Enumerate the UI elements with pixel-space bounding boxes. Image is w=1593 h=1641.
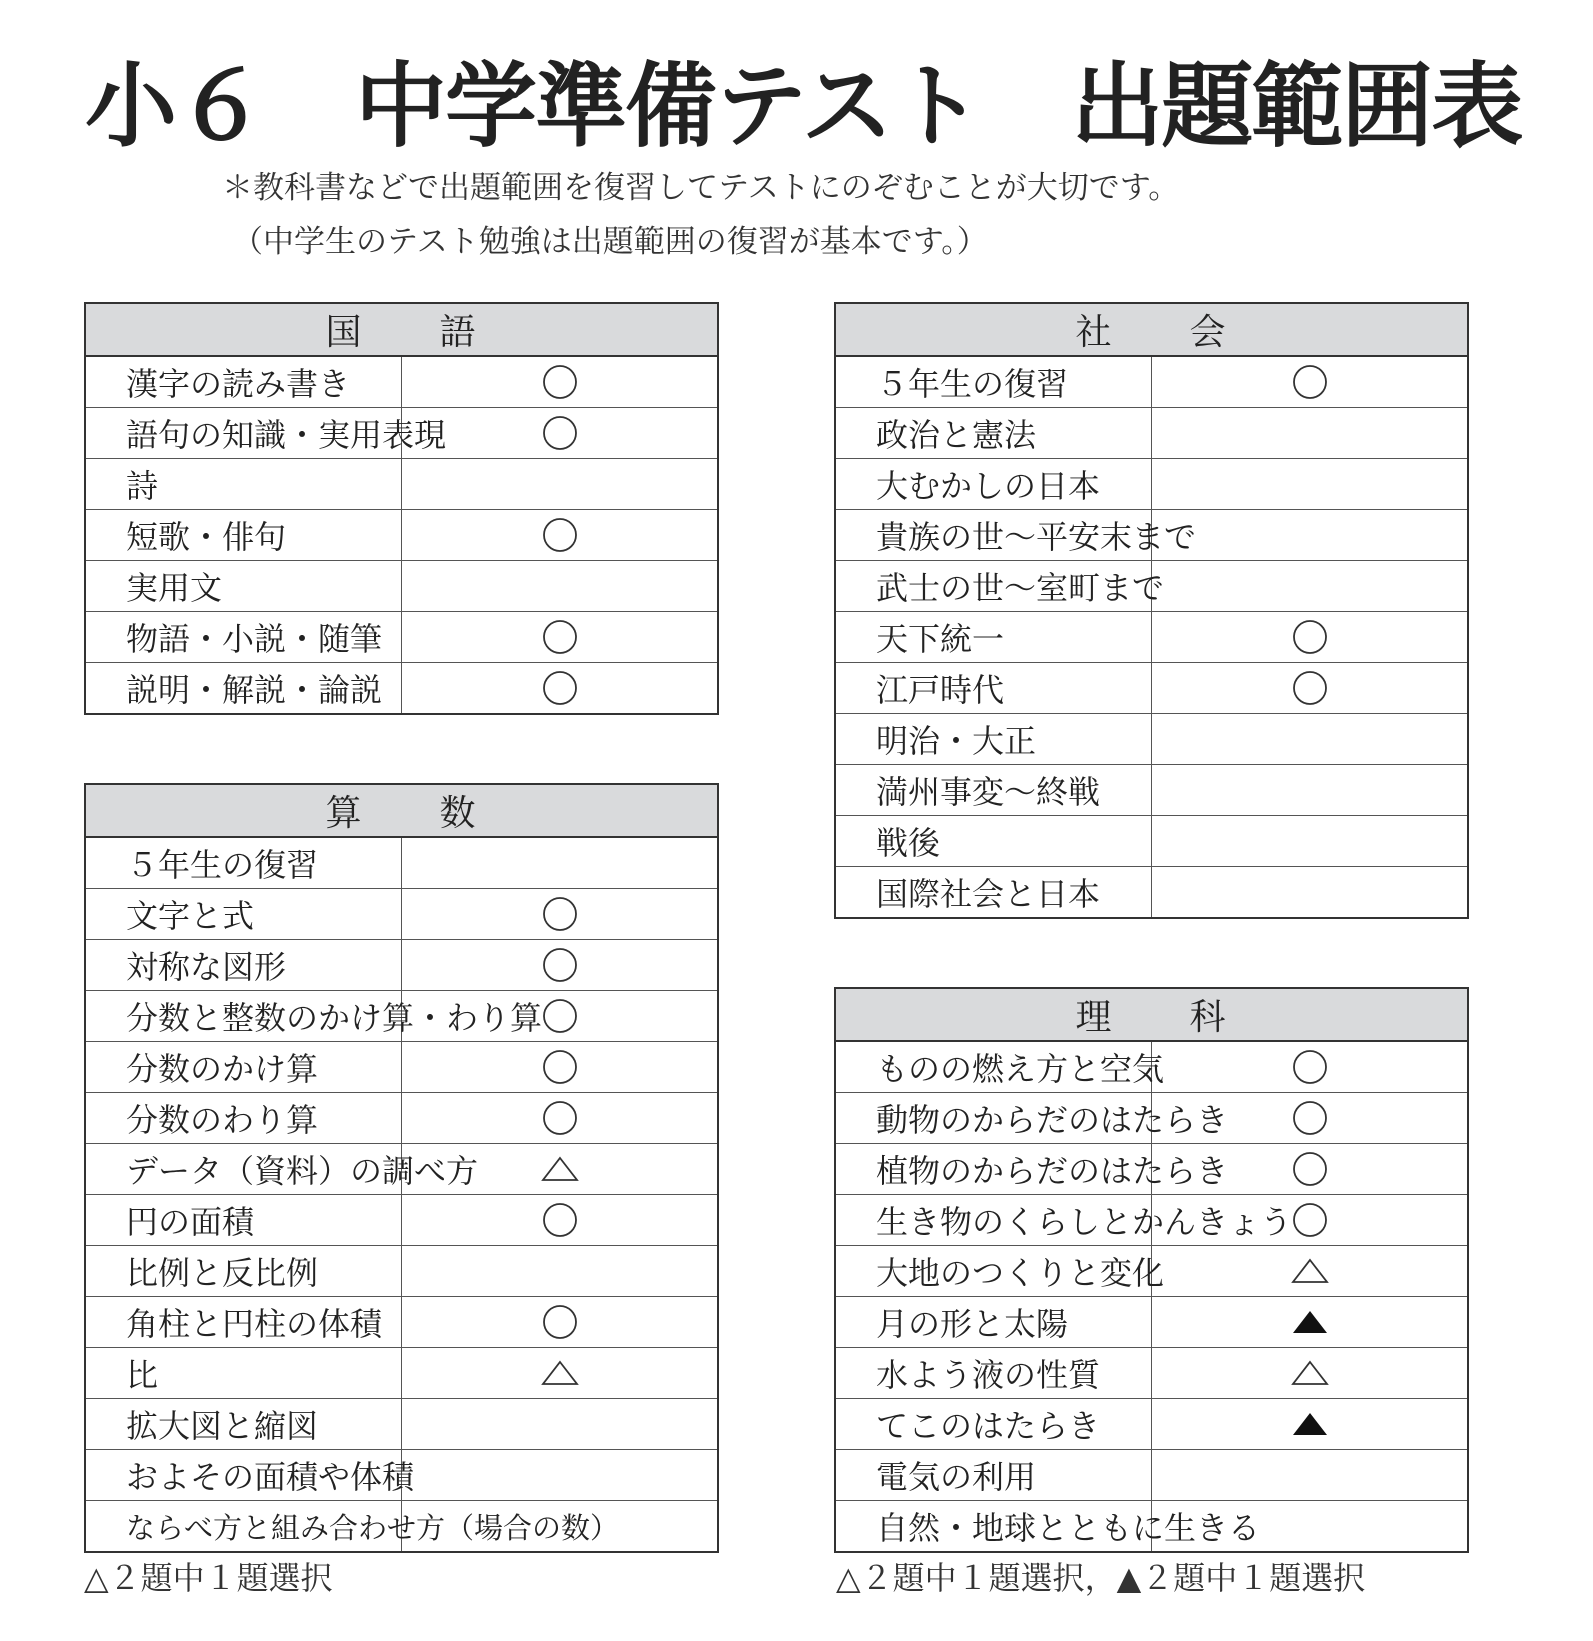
topic-cell: 明治・大正 (835, 714, 1152, 765)
topic-cell: 生き物のくらしとかんきょう (835, 1195, 1152, 1246)
topic-cell: 満州事変～終戦 (835, 765, 1152, 816)
circle-mark-icon (1291, 618, 1329, 656)
mark-cell (1152, 1246, 1469, 1297)
mark-cell (1152, 1399, 1469, 1450)
table-row (85, 1348, 718, 1399)
topic-cell: 比 (85, 1348, 402, 1399)
table-row (835, 1450, 1468, 1501)
table-row (85, 1093, 718, 1144)
circle-mark-icon (541, 669, 579, 707)
table-row (835, 408, 1468, 459)
circle-mark-icon (1291, 1201, 1329, 1239)
topic-cell: 植物のからだのはたらき (835, 1144, 1152, 1195)
mark-cell (1152, 459, 1469, 510)
mark-cell (402, 561, 719, 612)
table-row (85, 1144, 718, 1195)
social-studies-table (834, 302, 1469, 919)
open-triangle-mark-icon (1291, 1252, 1329, 1290)
topic-cell: 物語・小説・随筆 (85, 612, 402, 663)
topic-cell: およその面積や体積 (85, 1450, 402, 1501)
topic-cell: 自然・地球とともに生きる (835, 1501, 1152, 1553)
circle-mark-icon (541, 516, 579, 554)
table-row (85, 612, 718, 663)
circle-mark-icon (541, 997, 579, 1035)
topic-cell: 武士の世～室町まで (835, 561, 1152, 612)
topic-cell: 大地のつくりと変化 (835, 1246, 1152, 1297)
table-row (835, 1501, 1468, 1553)
mark-cell (402, 1297, 719, 1348)
table-row (835, 1297, 1468, 1348)
mark-cell (1152, 561, 1469, 612)
mark-cell (1152, 765, 1469, 816)
table-row (835, 765, 1468, 816)
topic-cell: 天下統一 (835, 612, 1152, 663)
table-row (85, 1399, 718, 1450)
mark-cell (402, 356, 719, 408)
japanese-header: 国 語 (85, 303, 718, 356)
topic-cell: 分数と整数のかけ算・わり算 (85, 991, 402, 1042)
mark-cell (402, 837, 719, 889)
table-row (835, 714, 1468, 765)
mark-cell (1152, 1348, 1469, 1399)
table-row (85, 459, 718, 510)
open-triangle-mark-icon (541, 1354, 579, 1392)
mark-cell (402, 1450, 719, 1501)
topic-cell: ならべ方と組み合わせ方（場合の数） (85, 1501, 402, 1553)
topic-cell: 角柱と円柱の体積 (85, 1297, 402, 1348)
table-row (85, 1297, 718, 1348)
mark-cell (1152, 1450, 1469, 1501)
table-row (835, 1144, 1468, 1195)
circle-mark-icon (541, 946, 579, 984)
topic-cell: 説明・解説・論説 (85, 663, 402, 715)
table-row (85, 837, 718, 889)
circle-mark-icon (1291, 1099, 1329, 1137)
topic-cell: 電気の利用 (835, 1450, 1152, 1501)
mark-cell (402, 663, 719, 715)
circle-mark-icon (541, 1099, 579, 1137)
topic-cell: 円の面積 (85, 1195, 402, 1246)
topic-cell: 江戸時代 (835, 663, 1152, 714)
topic-cell: 比例と反比例 (85, 1246, 402, 1297)
circle-mark-icon (1291, 1150, 1329, 1188)
japanese-table (84, 302, 719, 715)
science-table (834, 987, 1469, 1553)
circle-mark-icon (541, 363, 579, 401)
table-row (85, 1042, 718, 1093)
table-row (835, 1195, 1468, 1246)
topic-cell: 政治と憲法 (835, 408, 1152, 459)
topic-cell: 水よう液の性質 (835, 1348, 1152, 1399)
topic-cell: 詩 (85, 459, 402, 510)
topic-cell: 月の形と太陽 (835, 1297, 1152, 1348)
table-row (85, 561, 718, 612)
mark-cell (1152, 612, 1469, 663)
circle-mark-icon (541, 1048, 579, 1086)
table-row (85, 1501, 718, 1553)
table-row (835, 867, 1468, 919)
table-row (835, 1093, 1468, 1144)
circle-mark-icon (541, 618, 579, 656)
table-row (85, 991, 718, 1042)
circle-mark-icon (541, 414, 579, 452)
mark-cell (402, 889, 719, 940)
mark-cell (1152, 1041, 1469, 1093)
mark-cell (1152, 663, 1469, 714)
mark-cell (1152, 816, 1469, 867)
topic-cell: ５年生の復習 (85, 837, 402, 889)
table-row (835, 561, 1468, 612)
table-row (85, 510, 718, 561)
circle-mark-icon (541, 1201, 579, 1239)
table-row (835, 1041, 1468, 1093)
mark-cell (402, 1042, 719, 1093)
note-study-basis: （中学生のテスト勉強は出題範囲の復習が基本です。） (232, 224, 988, 260)
table-row (85, 408, 718, 459)
topic-cell: ものの燃え方と空気 (835, 1041, 1152, 1093)
topic-cell: 大むかしの日本 (835, 459, 1152, 510)
open-triangle-mark-icon (541, 1150, 579, 1188)
mark-cell (402, 1093, 719, 1144)
topic-cell: 国際社会と日本 (835, 867, 1152, 919)
mark-cell (402, 510, 719, 561)
table-row (835, 1348, 1468, 1399)
mark-cell (1152, 408, 1469, 459)
topic-cell: てこのはたらき (835, 1399, 1152, 1450)
mark-cell (1152, 867, 1469, 919)
table-row (85, 940, 718, 991)
mark-cell (402, 940, 719, 991)
mark-cell (402, 459, 719, 510)
circle-mark-icon (541, 1303, 579, 1341)
mark-cell (402, 1399, 719, 1450)
table-row (835, 663, 1468, 714)
circle-mark-icon (1291, 669, 1329, 707)
topic-cell: ５年生の復習 (835, 356, 1152, 408)
note-study-advice: ＊教科書などで出題範囲を復習してテストにのぞむことが大切です。 (222, 170, 1180, 206)
table-row (835, 459, 1468, 510)
open-triangle-mark-icon (1291, 1354, 1329, 1392)
topic-cell: 短歌・俳句 (85, 510, 402, 561)
mark-cell (402, 408, 719, 459)
math-footnote: △２題中１題選択 (84, 1559, 333, 1597)
circle-mark-icon (541, 895, 579, 933)
filled-triangle-mark-icon (1291, 1303, 1329, 1341)
topic-cell: 貴族の世～平安末まで (835, 510, 1152, 561)
mark-cell (402, 612, 719, 663)
page-title: 小６ 中学準備テスト 出題範囲表 (85, 53, 1522, 160)
math-table (84, 783, 719, 1553)
mark-cell (1152, 1297, 1469, 1348)
science-footnote: △２題中１題選択，▲２題中１題選択 (836, 1559, 1366, 1597)
table-row (85, 1450, 718, 1501)
table-row (835, 612, 1468, 663)
circle-mark-icon (1291, 363, 1329, 401)
table-row (85, 356, 718, 408)
mark-cell (402, 1195, 719, 1246)
topic-cell: 戦後 (835, 816, 1152, 867)
table-row (835, 1246, 1468, 1297)
table-row (835, 1399, 1468, 1450)
table-row (85, 1195, 718, 1246)
mark-cell (402, 1246, 719, 1297)
table-row (835, 356, 1468, 408)
topic-cell: 文字と式 (85, 889, 402, 940)
topic-cell: 拡大図と縮図 (85, 1399, 402, 1450)
topic-cell: 分数のかけ算 (85, 1042, 402, 1093)
mark-cell (1152, 356, 1469, 408)
mark-cell (402, 1348, 719, 1399)
math-header: 算 数 (85, 784, 718, 837)
topic-cell: 対称な図形 (85, 940, 402, 991)
table-row (85, 1246, 718, 1297)
social-studies-header: 社 会 (835, 303, 1468, 356)
mark-cell (1152, 510, 1469, 561)
topic-cell: 実用文 (85, 561, 402, 612)
table-row (85, 889, 718, 940)
topic-cell: 漢字の読み書き (85, 356, 402, 408)
science-header: 理 科 (835, 988, 1468, 1041)
topic-cell: 語句の知識・実用表現 (85, 408, 402, 459)
table-row (835, 816, 1468, 867)
filled-triangle-mark-icon (1291, 1405, 1329, 1443)
circle-mark-icon (1291, 1048, 1329, 1086)
topic-cell: 分数のわり算 (85, 1093, 402, 1144)
table-row (85, 663, 718, 715)
table-row (835, 510, 1468, 561)
topic-cell: データ（資料）の調べ方 (85, 1144, 402, 1195)
mark-cell (1152, 714, 1469, 765)
topic-cell: 動物のからだのはたらき (835, 1093, 1152, 1144)
